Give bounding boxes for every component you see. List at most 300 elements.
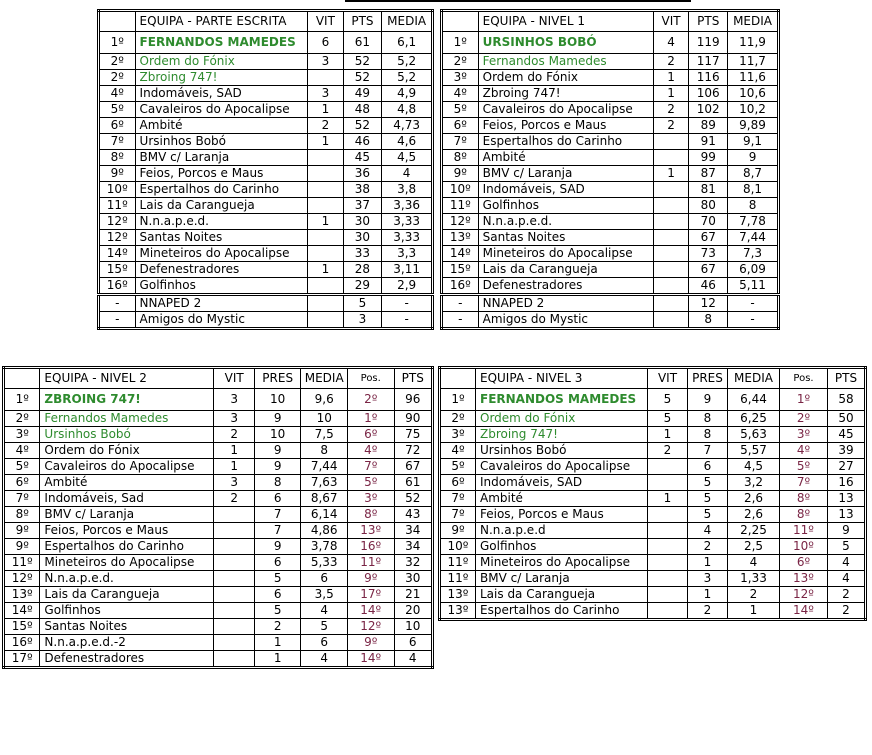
cell-p: 5º (780, 459, 828, 475)
cell-pos: 5º (4, 459, 40, 475)
header-pts: PTS (689, 11, 728, 32)
cell-pos: 10º (440, 539, 476, 555)
cell-pos: 4º (99, 86, 136, 102)
header-pos-prev: Pos. (780, 368, 828, 389)
cell-vit (648, 603, 688, 620)
cell-pres: 6 (254, 491, 301, 507)
cell-pts: 2 (828, 603, 866, 620)
cell-vit: 2 (653, 102, 689, 118)
cell-p: 5º (347, 475, 394, 491)
cell-media: 4,5 (728, 459, 780, 475)
table-row (440, 555, 866, 571)
header-pos-prev: Pos. (347, 368, 394, 389)
table-row (99, 246, 433, 262)
cell-pts: 5 (343, 295, 382, 312)
cell-p: 11º (347, 555, 394, 571)
cell-vit: 4 (653, 32, 689, 54)
cell-p: 2º (780, 411, 828, 427)
cell-vit (308, 150, 344, 166)
cell-team: BMV c/ Laranja (135, 150, 308, 166)
header-pos (99, 11, 136, 32)
cell-vit (308, 312, 344, 329)
cell-pos: 7º (442, 134, 479, 150)
cell-media: 3,33 (382, 214, 433, 230)
cell-vit (653, 278, 689, 295)
cell-pres: 2 (254, 619, 301, 635)
cell-vit: 1 (214, 443, 254, 459)
cell-pos: - (99, 295, 136, 312)
cell-media: 2,9 (382, 278, 433, 295)
cell-media: 5,2 (382, 70, 433, 86)
cell-vit: 2 (214, 427, 254, 443)
cell-vit: 3 (214, 475, 254, 491)
cell-pts: 4 (828, 571, 866, 587)
table-row (4, 523, 433, 539)
cell-team: Espertalhos do Carinho (135, 182, 308, 198)
cell-pos: 1º (99, 32, 136, 54)
cell-pts: 75 (394, 427, 433, 443)
header-pos (440, 368, 476, 389)
cell-pos: 13º (442, 230, 479, 246)
cell-pts: 6 (394, 635, 433, 651)
header-pts: PTS (394, 368, 433, 389)
cell-team: N.n.a.p.e.d.-2 (40, 635, 214, 651)
cell-pts: 12 (689, 295, 728, 312)
cell-team: Ordem do Fónix (40, 443, 214, 459)
table-row (99, 166, 433, 182)
cell-vit (653, 182, 689, 198)
cell-team: Golfinhos (40, 603, 214, 619)
cell-pos: 6º (442, 118, 479, 134)
cell-pts: 30 (394, 571, 433, 587)
cell-p: 3º (347, 491, 394, 507)
cell-pts: 4 (394, 651, 433, 668)
cell-p: 12º (347, 619, 394, 635)
header-equipa: EQUIPA - NIVEL 1 (478, 11, 653, 32)
cell-pos: 15º (442, 262, 479, 278)
cell-team: N.n.a.p.e.d. (135, 214, 308, 230)
table-row (442, 32, 779, 54)
table-row (99, 182, 433, 198)
table-row (99, 118, 433, 134)
table-row (442, 312, 779, 329)
cell-pts: 21 (394, 587, 433, 603)
cell-media: 4 (301, 651, 348, 668)
cell-media: 1 (728, 603, 780, 620)
cell-vit (648, 571, 688, 587)
cell-team: Zbroing 747! (478, 86, 653, 102)
cell-team: Defenestradores (478, 278, 653, 295)
cell-p: 8º (347, 507, 394, 523)
cell-media: 5,63 (728, 427, 780, 443)
cell-pts: 67 (689, 262, 728, 278)
table-row (4, 651, 433, 668)
cell-team: Cavaleiros do Apocalipse (476, 459, 648, 475)
table-row (440, 523, 866, 539)
cell-team: Ambité (476, 491, 648, 507)
cell-pts: 28 (343, 262, 382, 278)
cell-media: 1,33 (728, 571, 780, 587)
cell-team: Ursinhos Bobó (476, 443, 648, 459)
cell-pres: 1 (688, 587, 728, 603)
cell-team: Espertalhos do Carinho (476, 603, 648, 620)
cell-pts: 99 (689, 150, 728, 166)
header-pos (442, 11, 479, 32)
cell-pts: 5 (828, 539, 866, 555)
cell-pos: 12º (99, 230, 136, 246)
cell-vit (648, 523, 688, 539)
cell-media: 9,89 (728, 118, 779, 134)
cell-pos: 14º (99, 246, 136, 262)
cell-pos: 16º (99, 278, 136, 295)
cell-media: 6,44 (728, 389, 780, 411)
cell-pts: 119 (689, 32, 728, 54)
cell-pos: 2º (99, 54, 136, 70)
cell-media: 5,33 (301, 555, 348, 571)
cell-pts: 48 (343, 102, 382, 118)
table-row (440, 389, 866, 411)
cell-pos: 8º (99, 150, 136, 166)
cell-p: 4º (347, 443, 394, 459)
cell-media: 6 (301, 571, 348, 587)
table-row (99, 54, 433, 70)
cell-pos: 13º (440, 603, 476, 620)
cell-vit (308, 278, 344, 295)
cell-team: Lais da Carangueja (476, 587, 648, 603)
cell-vit (653, 246, 689, 262)
cell-team: Espertalhos do Carinho (40, 539, 214, 555)
cell-media: 8,1 (728, 182, 779, 198)
cell-pts: 61 (394, 475, 433, 491)
cell-vit (214, 619, 254, 635)
cell-vit: 5 (648, 411, 688, 427)
cell-team: Ordem do Fónix (476, 411, 648, 427)
cell-p: 16º (347, 539, 394, 555)
cell-vit (214, 571, 254, 587)
cell-pts: 81 (689, 182, 728, 198)
cell-p: 1º (780, 389, 828, 411)
cell-vit: 1 (214, 459, 254, 475)
table-row (440, 587, 866, 603)
cell-pos: 3º (440, 427, 476, 443)
cell-media: 3,8 (382, 182, 433, 198)
cell-pres: 2 (688, 539, 728, 555)
cell-media: 3,2 (728, 475, 780, 491)
cell-pts: 34 (394, 523, 433, 539)
cell-pos: 2º (440, 411, 476, 427)
cell-pres: 7 (254, 523, 301, 539)
cell-media: 8,7 (728, 166, 779, 182)
cell-team: Indomáveis, Sad (40, 491, 214, 507)
cell-team: URSINHOS BOBÓ (478, 32, 653, 54)
cell-vit (214, 523, 254, 539)
header-row (440, 368, 866, 389)
cell-pts: 8 (689, 312, 728, 329)
cell-vit: 2 (653, 54, 689, 70)
cell-media: 3,78 (301, 539, 348, 555)
table-row (4, 507, 433, 523)
cell-p: 9º (347, 635, 394, 651)
cell-team: FERNANDOS MAMEDES (476, 389, 648, 411)
cell-media: 5,57 (728, 443, 780, 459)
cell-pres: 6 (688, 459, 728, 475)
cell-pres: 1 (688, 555, 728, 571)
cell-media: 7,78 (728, 214, 779, 230)
cell-media: 3,36 (382, 198, 433, 214)
cell-vit (653, 230, 689, 246)
cell-team: Golfinhos (478, 198, 653, 214)
table-row (4, 587, 433, 603)
cell-media: 2,6 (728, 507, 780, 523)
cell-pos: 2º (4, 411, 40, 427)
table-row (99, 312, 433, 329)
cell-pos: 12º (4, 571, 40, 587)
cell-pos: 9º (4, 539, 40, 555)
cell-team: Zbroing 747! (476, 427, 648, 443)
cell-pos: 15º (4, 619, 40, 635)
cell-media: 9 (728, 150, 779, 166)
cell-pts: 38 (343, 182, 382, 198)
cell-p: 1º (347, 411, 394, 427)
cell-pos: 4º (440, 443, 476, 459)
header-media: MEDIA (728, 368, 780, 389)
cell-pos: 11º (440, 571, 476, 587)
cell-media: 4,6 (382, 134, 433, 150)
cell-pts: 45 (343, 150, 382, 166)
cell-media: 7,5 (301, 427, 348, 443)
cell-pres: 6 (254, 587, 301, 603)
cell-pos: 14º (4, 603, 40, 619)
table-nivel-1 (440, 9, 780, 330)
cell-pts: 67 (394, 459, 433, 475)
cell-pts: 90 (394, 411, 433, 427)
header-vit: VIT (214, 368, 254, 389)
table-row (442, 150, 779, 166)
cell-pts: 87 (689, 166, 728, 182)
cell-p: 6º (780, 555, 828, 571)
cell-pts: 39 (828, 443, 866, 459)
cell-team: Ambité (40, 475, 214, 491)
table-row (440, 507, 866, 523)
cell-vit (214, 539, 254, 555)
cell-pos: - (442, 312, 479, 329)
table-row (99, 278, 433, 295)
table-row (442, 214, 779, 230)
cell-pres: 7 (688, 443, 728, 459)
header-vit: VIT (648, 368, 688, 389)
cell-team: Feios, Porcos e Maus (478, 118, 653, 134)
table-row (442, 102, 779, 118)
cell-pts: 32 (394, 555, 433, 571)
cell-team: BMV c/ Laranja (40, 507, 214, 523)
cell-team: Indomáveis, SAD (478, 182, 653, 198)
cell-pos: 10º (442, 182, 479, 198)
cell-pts: 52 (394, 491, 433, 507)
cell-vit: 1 (308, 214, 344, 230)
cell-team: Feios, Porcos e Maus (40, 523, 214, 539)
cell-vit (308, 182, 344, 198)
cell-team: N.n.a.p.e.d. (40, 571, 214, 587)
cell-pts: 20 (394, 603, 433, 619)
cell-pres: 1 (254, 651, 301, 668)
header-pres: PRES (688, 368, 728, 389)
cell-pres: 4 (688, 523, 728, 539)
cell-pts: 52 (343, 118, 382, 134)
table-row (4, 475, 433, 491)
cell-pos: 16º (4, 635, 40, 651)
cell-pts: 117 (689, 54, 728, 70)
table-row (442, 295, 779, 312)
cell-vit (653, 198, 689, 214)
cell-vit: 1 (308, 134, 344, 150)
cell-team: Golfinhos (135, 278, 308, 295)
cell-pos: - (442, 295, 479, 312)
cell-team: Ordem do Fónix (478, 70, 653, 86)
cell-vit: 3 (214, 411, 254, 427)
cell-team: Santas Noites (478, 230, 653, 246)
cell-team: BMV c/ Laranja (478, 166, 653, 182)
cell-vit: 2 (214, 491, 254, 507)
cell-pts: 80 (689, 198, 728, 214)
cell-pos: 1º (440, 389, 476, 411)
cell-vit (214, 555, 254, 571)
table-row (440, 411, 866, 427)
cell-media: 3,11 (382, 262, 433, 278)
cell-vit (214, 603, 254, 619)
cell-pos: 5º (442, 102, 479, 118)
table-row (4, 539, 433, 555)
cell-pres: 6 (254, 555, 301, 571)
cell-pos: 11º (442, 198, 479, 214)
cell-pts: 58 (828, 389, 866, 411)
cell-media: 3,33 (382, 230, 433, 246)
cell-pts: 34 (394, 539, 433, 555)
cell-media: 7,63 (301, 475, 348, 491)
table-row (4, 389, 433, 411)
cell-pos: 12º (442, 214, 479, 230)
cell-team: Lais da Carangueja (135, 198, 308, 214)
cell-pres: 3 (688, 571, 728, 587)
table-row (440, 427, 866, 443)
cell-pts: 33 (343, 246, 382, 262)
cell-vit (308, 70, 344, 86)
cell-pts: 91 (689, 134, 728, 150)
cell-pos: 4º (4, 443, 40, 459)
cell-pts: 27 (828, 459, 866, 475)
cell-vit (214, 587, 254, 603)
cell-team: Amigos do Mystic (478, 312, 653, 329)
cell-pos: 12º (99, 214, 136, 230)
cell-pres: 5 (688, 491, 728, 507)
cell-media: 4,9 (382, 86, 433, 102)
cell-media: 2,25 (728, 523, 780, 539)
header-pos (4, 368, 40, 389)
cell-pts: 13 (828, 507, 866, 523)
cell-p: 10º (780, 539, 828, 555)
cell-team: NNAPED 2 (478, 295, 653, 312)
cell-team: Mineteiros do Apocalipse (478, 246, 653, 262)
cell-pos: 13º (4, 587, 40, 603)
cell-vit: 1 (653, 70, 689, 86)
table-row (99, 32, 433, 54)
cell-pres: 1 (254, 635, 301, 651)
table-row (440, 491, 866, 507)
cell-media: 11,6 (728, 70, 779, 86)
table-row (99, 102, 433, 118)
cell-team: Amigos do Mystic (135, 312, 308, 329)
cell-pos: 11º (99, 198, 136, 214)
cell-media: - (382, 312, 433, 329)
cell-team: Golfinhos (476, 539, 648, 555)
cell-pts: 3 (343, 312, 382, 329)
table-row (440, 443, 866, 459)
table-row (442, 262, 779, 278)
cell-vit (648, 475, 688, 491)
cell-pts: 52 (343, 54, 382, 70)
header-row (4, 368, 433, 389)
cell-media: 2,6 (728, 491, 780, 507)
cell-team: Mineteiros do Apocalipse (135, 246, 308, 262)
cell-pos: 4º (442, 86, 479, 102)
cell-p: 7º (780, 475, 828, 491)
cell-pos: 3º (4, 427, 40, 443)
cell-pos: 6º (4, 475, 40, 491)
cell-p: 3º (780, 427, 828, 443)
table-row (442, 278, 779, 295)
cell-team: Ambité (478, 150, 653, 166)
cell-media: 4,86 (301, 523, 348, 539)
cell-pts: 10 (394, 619, 433, 635)
cell-pres: 5 (688, 475, 728, 491)
cell-pts: 43 (394, 507, 433, 523)
cell-media: 6,14 (301, 507, 348, 523)
cell-media: 6 (301, 635, 348, 651)
cell-pos: 7º (99, 134, 136, 150)
cell-vit (214, 651, 254, 668)
cell-team: ZBROING 747! (40, 389, 214, 411)
cell-p: 2º (347, 389, 394, 411)
table-row (442, 182, 779, 198)
cell-vit (648, 507, 688, 523)
cell-pts: 50 (828, 411, 866, 427)
cell-p: 11º (780, 523, 828, 539)
cell-pts: 73 (689, 246, 728, 262)
cell-pres: 10 (254, 389, 301, 411)
cell-media: 2,5 (728, 539, 780, 555)
cell-pos: 10º (99, 182, 136, 198)
cell-team: Indomáveis, SAD (135, 86, 308, 102)
cell-media: 10,6 (728, 86, 779, 102)
cell-media: 5,11 (728, 278, 779, 295)
cell-pos: 9º (4, 523, 40, 539)
header-media: MEDIA (301, 368, 348, 389)
cell-pres: 7 (254, 507, 301, 523)
table-row (440, 475, 866, 491)
table-row (442, 198, 779, 214)
cell-vit (653, 134, 689, 150)
cell-pres: 8 (688, 411, 728, 427)
cell-vit: 1 (653, 86, 689, 102)
table-row (99, 134, 433, 150)
cell-pts: 9 (828, 523, 866, 539)
cell-vit (308, 166, 344, 182)
cell-pres: 9 (254, 443, 301, 459)
table-row (4, 491, 433, 507)
cell-pts: 70 (689, 214, 728, 230)
cell-pos: 9º (440, 523, 476, 539)
table-nivel-3 (438, 366, 867, 621)
cell-vit (648, 539, 688, 555)
